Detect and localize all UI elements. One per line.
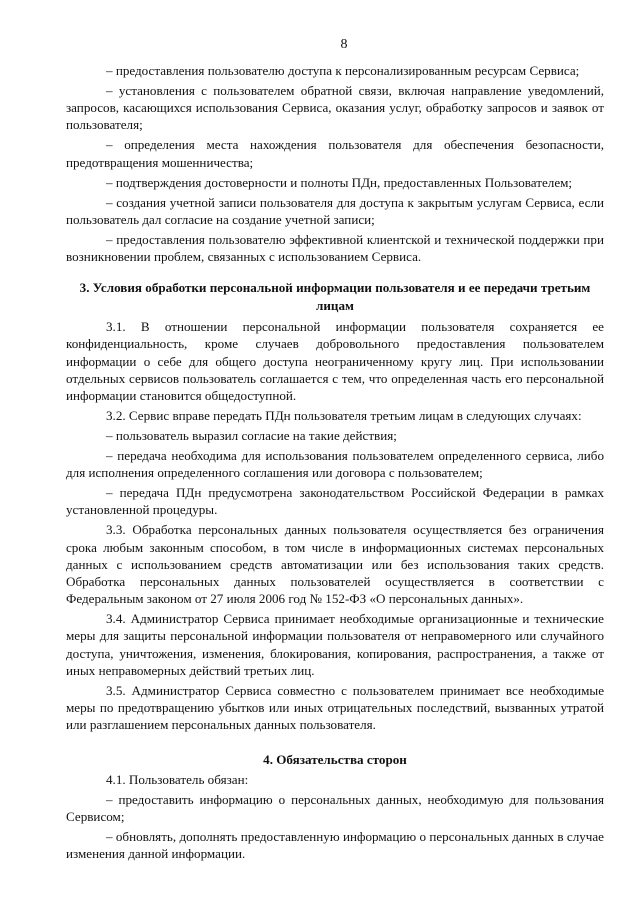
list-item: – предоставления пользователю эффективной клиентской и технической поддержки при возникновении проблем, связанных с использованием Сервиса. — [66, 231, 604, 265]
paragraph-3-2: 3.2. Сервис вправе передать ПДн пользователя третьим лицам в следующих случаях: — [106, 408, 582, 424]
list-item: – определения места нахождения пользователя для обеспечения безопасности, предотвращения мошенничества; — [66, 137, 604, 170]
section-4-heading: 4. Обязательства сторон — [263, 752, 407, 768]
list-item: – обновлять, дополнять предоставленную информацию о персональных данных в случае изменения данной информации. — [66, 829, 604, 862]
purposes-list — [66, 62, 604, 265]
list-item: – подтверждения достоверности и полноты ПДн, предоставленных Пользователем; — [106, 174, 573, 190]
section-4 — [66, 751, 604, 862]
paragraph-4-1: 4.1. Пользователь обязан: — [106, 771, 249, 787]
list-item: – установления с пользователем обратной связи, включая направление уведомлений, запросов, касающихся использования Сервиса, оказания услуг, обработку запросов и заявок от пользователя; — [66, 83, 604, 133]
list-item: – передача необходима для использования пользователем определенного сервиса, либо для исполнения определенного соглашения или договора с пользователем; — [66, 448, 604, 481]
paragraph-3-3: 3.3. Обработка персональных данных пользователя осуществляется без ограничения срока любым законным способом, в том числе в информационных системах персональных данных с использованием средств автоматизации или без использования таких средств. Обработка персональных данных пользователей осуществляется в соответствии с Федеральным законом от 27 июля 2006 год № 152-ФЗ «О персональных данных». — [66, 522, 604, 607]
section-3 — [66, 279, 604, 733]
paragraph-3-1: 3.1. В отношении персональной информации пользователя сохраняется ее конфиденциальность, кроме случаев добровольного предоставления пользователем информации о себе для общего доступа неограниченному кругу лиц. При использовании отдельных сервисов пользователь соглашается с тем, что определенная часть его персональной информации становится общедоступной. — [66, 319, 604, 404]
paragraph-3-4: 3.4. Администратор Сервиса принимает необходимые организационные и технические меры для защиты персональной информации пользователя от неправомерного или случайного доступа, уничтожения, изменения, блокирования, копирования, распространения, а также от иных неправомерных действий третьих лиц. — [66, 611, 604, 678]
list-item: – передача ПДн предусмотрена законодательством Российской Федерации в рамках установленной процедуры. — [66, 485, 604, 518]
list-item: – создания учетной записи пользователя для доступа к закрытым услугам Сервиса, если пользователь дал согласие на создание учетной записи; — [66, 194, 604, 227]
paragraph-3-5: 3.5. Администратор Сервиса совместно с пользователем принимает все необходимые меры по предотвращению убытков или иных отрицательных последствий, вызванных утратой или разглашением персональных данных пользователя. — [66, 682, 604, 733]
list-item: – пользователь выразил согласие на такие действия; — [106, 428, 397, 444]
page-number: 8 — [340, 37, 348, 52]
section-3-heading: 3. Условия обработки персональной информации пользователя и ее передачи третьим лицам — [79, 280, 591, 313]
list-item: – предоставления пользователю доступа к персонализированным ресурсам Сервиса; — [106, 63, 580, 78]
list-item: – предоставить информацию о персональных данных, необходимую для пользования Сервисом; — [66, 791, 604, 825]
